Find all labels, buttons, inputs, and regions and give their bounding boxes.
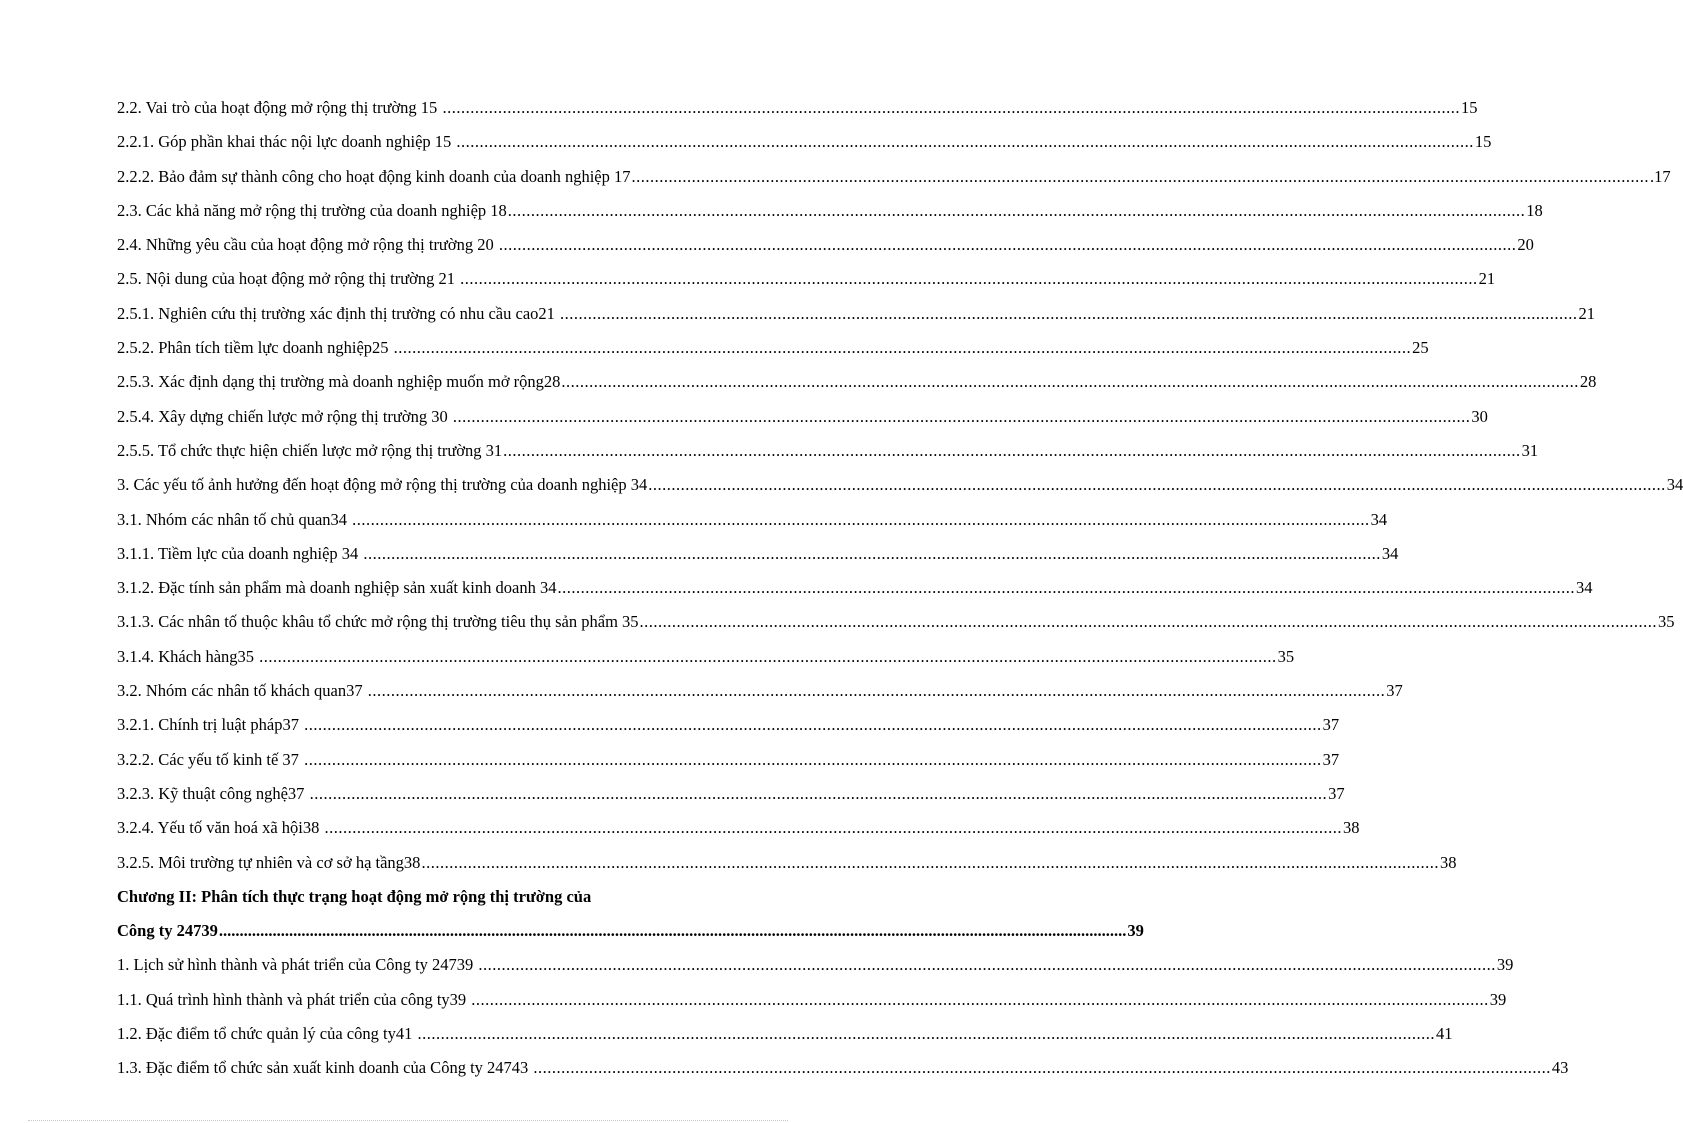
toc-entry[interactable] (117, 228, 1534, 262)
toc-entry[interactable] (117, 365, 1597, 399)
toc-entry[interactable] (117, 1051, 1569, 1085)
toc-entry-title: 2.2.1. Góp phần khai thác nội lực doanh nghiệp 15 (117, 132, 456, 152)
toc-page-number: 34 (1370, 509, 1388, 529)
toc-page-number: 41 (1435, 1024, 1453, 1044)
toc-dot-leader: ............................................................................................................................................................................................................................ (363, 543, 1381, 563)
toc-dot-leader: ............................................................................................................................................................................................................................ (631, 166, 1649, 186)
toc-entry[interactable] (117, 125, 1492, 159)
toc-dot-leader: ............................................................................................................................................................................................................................ (417, 1024, 1435, 1044)
toc-dot-leader: ............................................................................................................................................................................................................................ (507, 200, 1526, 220)
toc-entry-title: 2.3. Các khả năng mở rộng thị trường của doanh nghiệp 18 (117, 200, 507, 220)
toc-entry-title: 1.2. Đặc điểm tổ chức quản lý của công ty41 (117, 1024, 417, 1044)
toc-entry-title: Công ty 24739 (117, 921, 218, 941)
table-of-contents (117, 91, 1683, 1086)
toc-dot-leader: ............................................................................................................................................................................................................................ (561, 372, 1579, 392)
toc-entry-title: Chương II: Phân tích thực trạng hoạt động mở rộng thị trường của (117, 886, 592, 906)
toc-entry[interactable] (117, 743, 1340, 777)
toc-entry[interactable] (117, 537, 1399, 571)
toc-entry-title: 3.1.4. Khách hàng35 (117, 646, 259, 666)
toc-dot-leader: ............................................................................................................................................................................................................................ (498, 235, 1517, 255)
toc-entry-title: 3.2.5. Môi trường tự nhiên và cơ sở hạ tầng38 (117, 852, 421, 872)
toc-entry-title: 2.2. Vai trò của hoạt động mở rộng thị trường 15 (117, 98, 442, 117)
toc-entry[interactable] (117, 708, 1340, 742)
toc-page-number: 37 (1322, 715, 1340, 735)
toc-entry[interactable] (117, 846, 1457, 880)
toc-page-number: 37 (1322, 749, 1340, 769)
toc-entry-title: 1.1. Quá trình hình thành và phát triển của công ty39 (117, 989, 471, 1009)
toc-entry[interactable] (117, 331, 1429, 365)
toc-dot-leader: ............................................................................................................................................................................................................................ (442, 98, 1460, 117)
toc-entry[interactable] (117, 1017, 1453, 1051)
toc-entry[interactable] (117, 914, 1144, 948)
toc-entry[interactable] (117, 160, 1671, 194)
toc-entry[interactable] (117, 434, 1539, 468)
toc-dot-leader: ............................................................................................................................................................................................................................ (456, 132, 1474, 152)
toc-dot-leader: ............................................................................................................................................................................................................................ (259, 646, 1277, 666)
toc-page-number: 34 (1666, 475, 1683, 495)
toc-page-number: 37 (1328, 783, 1345, 803)
toc-page-number: 34 (1575, 578, 1593, 598)
toc-entry[interactable] (117, 571, 1593, 605)
toc-entry[interactable] (117, 297, 1596, 331)
toc-entry-title: 3.1.2. Đặc tính sản phẩm mà doanh nghiệp sản xuất kinh doanh 34 (117, 578, 557, 598)
toc-page-number: .17 (1649, 166, 1671, 186)
toc-dot-leader: ............................................................................................................................................................................................................................ (352, 509, 1370, 529)
toc-page-number: 15 (1460, 98, 1478, 117)
toc-entry-title: 2.2.2. Bảo đảm sự thành công cho hoạt động kinh doanh của doanh nghiệp 17 (117, 166, 631, 186)
toc-entry-title: 3.2.2. Các yếu tố kinh tế 37 (117, 749, 304, 769)
toc-dot-leader: ............................................................................................................................................................................................................................ (460, 269, 1478, 289)
toc-entry-title: 3.2.4. Yếu tố văn hoá xã hội38 (117, 818, 324, 838)
toc-dot-leader: ............................................................................................................................................................................................................................ (503, 440, 1521, 460)
toc-entry[interactable] (117, 262, 1496, 296)
toc-page-number: 39 (1489, 989, 1507, 1009)
toc-entry[interactable] (117, 468, 1683, 502)
toc-dot-leader: ............................................................................................................................................................................................................................ (304, 715, 1322, 735)
toc-entry-title: 2.5.4. Xây dựng chiến lược mở rộng thị trường 30 (117, 406, 452, 426)
toc-page-number: 34 (1381, 543, 1399, 563)
toc-entry-title: 2.5.3. Xác định dạng thị trường mà doanh nghiệp muốn mở rộng28 (117, 372, 561, 392)
toc-dot-leader: ............................................................................................................................................................................................................................ (324, 818, 1343, 838)
toc-entry[interactable] (117, 880, 739, 914)
toc-entry[interactable] (117, 948, 1514, 982)
toc-entry-title: 2.5. Nội dung của hoạt động mở rộng thị trường 21 (117, 269, 460, 289)
toc-page-number: 39 (1496, 955, 1514, 975)
toc-entry[interactable] (117, 640, 1295, 674)
toc-entry-title: 1.3. Đặc điểm tổ chức sản xuất kinh doanh của Công ty 24743 (117, 1058, 533, 1078)
toc-page-number: 37 (1386, 681, 1403, 701)
toc-page-number: 15 (1474, 132, 1492, 152)
toc-page-number: 39 (1127, 921, 1144, 941)
toc-entry[interactable] (117, 605, 1675, 639)
toc-page-number: 35 (1658, 612, 1675, 632)
toc-entry-title: 3.1.3. Các nhân tố thuộc khâu tổ chức mở rộng thị trường tiêu thụ sản phẩm 35 (117, 612, 639, 632)
toc-entry[interactable] (117, 91, 1478, 125)
toc-entry[interactable] (117, 983, 1507, 1017)
toc-dot-leader: ............................................................................................................................................................................................................................ (421, 852, 1439, 872)
toc-dot-leader: ............................................................................................................................................................................................................................ (452, 406, 1471, 426)
toc-dot-leader: ............................................................................................................................................................................................................................ (639, 612, 1658, 632)
toc-dot-leader: ............................................................................................................................................................................................................................ (560, 303, 1578, 323)
toc-page-number: 31 (1521, 440, 1539, 460)
toc-entry[interactable] (117, 674, 1403, 708)
toc-dot-leader: ............................................................................................................................................................................................................................ (648, 475, 1666, 495)
toc-dot-leader: ............................................................................................................................................................................................................................ (304, 749, 1322, 769)
toc-entry-title: 2.5.2. Phân tích tiềm lực doanh nghiệp25 (117, 338, 393, 358)
toc-entry-title: 3.1.1. Tiềm lực của doanh nghiệp 34 (117, 543, 363, 563)
toc-entry[interactable] (117, 811, 1360, 845)
toc-entry-title: 3.1. Nhóm các nhân tố chủ quan34 (117, 509, 352, 529)
toc-dot-leader: ............................................................................................................................................................................................................................ (309, 783, 1328, 803)
page-bottom-border (28, 1120, 788, 1121)
toc-entry[interactable] (117, 503, 1388, 537)
toc-dot-leader: ............................................................................................................................................................................................................................ (478, 955, 1496, 975)
toc-entry-title: 3.2.1. Chính trị luật pháp37 (117, 715, 304, 735)
toc-page-number: 28 (1579, 372, 1597, 392)
toc-entry-title: 1. Lịch sử hình thành và phát triển của Công ty 24739 (117, 955, 478, 975)
toc-dot-leader: ............................................................................................................................................................................................................................ (533, 1058, 1551, 1078)
toc-entry-title: 2.4. Những yêu cầu của hoạt động mở rộng thị trường 20 (117, 235, 498, 255)
toc-page-number: 38 (1343, 818, 1360, 838)
toc-dot-leader: ............................................................................................................................................................................................................................ (393, 338, 1412, 358)
toc-page-number: 21 (1478, 269, 1496, 289)
toc-page-number: 35 (1277, 646, 1295, 666)
toc-entry-title: 3.2.3. Kỹ thuật công nghệ37 (117, 783, 309, 803)
toc-entry-title: 3.2. Nhóm các nhân tố khách quan37 (117, 681, 367, 701)
toc-page-number: 38 (1439, 852, 1457, 872)
toc-dot-leader: ............................................................................................................................................................................................................................ (557, 578, 1575, 598)
toc-page-number: 43 (1551, 1058, 1569, 1078)
toc-dot-leader: ............................................................................................................................................................................................................................ (367, 681, 1386, 701)
toc-entry[interactable] (117, 194, 1543, 228)
toc-entry-title: 2.5.5. Tổ chức thực hiện chiến lược mở rộng thị trường 31 (117, 440, 503, 460)
toc-entry[interactable] (117, 400, 1488, 434)
toc-page-number: 18 (1526, 200, 1543, 220)
toc-page-number: 21 (1578, 303, 1596, 323)
toc-entry-title: 3. Các yếu tố ảnh hưởng đến hoạt động mở rộng thị trường của doanh nghiệp 34 (117, 475, 648, 495)
toc-entry-title: 2.5.1. Nghiên cứu thị trường xác định thị trường có nhu cầu cao21 (117, 303, 560, 323)
toc-entry[interactable] (117, 777, 1345, 811)
toc-page-number: 25 (1412, 338, 1429, 358)
toc-dot-leader: ............................................................................................................................................................................................................................ (218, 921, 1127, 941)
toc-dot-leader: ............................................................................................................................................................................................................................ (471, 989, 1489, 1009)
toc-page-number: 20 (1517, 235, 1534, 255)
toc-page-number: 30 (1471, 406, 1488, 426)
